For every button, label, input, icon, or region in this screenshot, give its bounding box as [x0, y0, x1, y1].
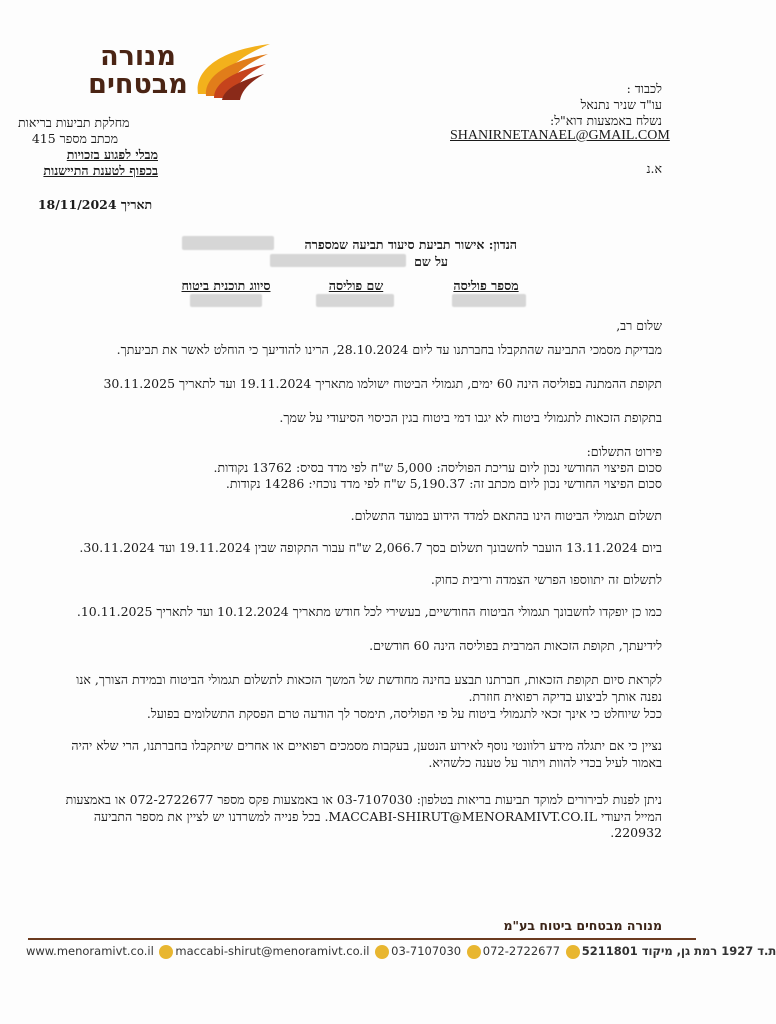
letter-date — [30, 196, 160, 213]
paragraph-interest: לתשלום זה יתווספו הפרשי הצמדה וריבית כחוק. — [430, 572, 662, 587]
paragraph-payment-transferred: ביום 13.11.2024 הועבר לחשבונך תשלום בסך 2,066.7 ש"ח עבור התקופה שבין 19.11.2024 ועד 30.11.2024. — [79, 540, 662, 555]
redacted-policy-number — [452, 294, 526, 307]
footer-company-name: מנורה מבטחים ביטוח בע"מ — [503, 918, 662, 933]
date-value: 18/11/2024 — [37, 197, 117, 212]
fax-icon — [467, 945, 481, 959]
paragraph-approval: מבדיקת מסמכי התביעה שהתקבלו בחברתנו עד ליום 28.10.2024, הרינו להודיעך כי הוחלט לאשר את תביעתך. — [116, 342, 662, 357]
payment-details-line-1: סכום הפיצוי החודשי נכון ליום עריכת הפוליסה: 5,000 ש"ח לפי מדד בסיס: 13762 נקודות. — [213, 460, 662, 475]
header-policy-name: שם פוליסה — [328, 278, 384, 293]
paragraph-premium-exemption: בתקופת הזכאות לתגמולי ביטוח לא יגבו דמי ביטוח בגין הכיסוי הסיעודי על שמך. — [279, 410, 662, 425]
payment-details-line-2: סכום הפיצוי החודשי נכון ליום מכתב זה: 5,190.37 ש"ח לפי מדד נוכחי: 14286 נקודות. — [225, 476, 662, 491]
recipient-email[interactable]: SHANIRNETANAEL@GMAIL.COM — [450, 128, 670, 143]
company-logo — [86, 42, 276, 104]
redacted-insured-name — [270, 254, 406, 267]
footer-contact-bar — [26, 944, 776, 959]
logo-text-line1: מנורה — [100, 41, 176, 72]
footer-address: ת.ד 1927 רמת גן, מיקוד 5211801 — [581, 944, 776, 958]
footer-rule — [28, 938, 696, 940]
footer-phone: 03-7107030 — [391, 944, 462, 958]
paragraph-index-linkage: תשלום תגמולי הביטוח הינו בהתאם למדד הידוע במועד התשלום. — [350, 508, 662, 523]
redacted-policy-name — [316, 294, 394, 307]
paragraph-reservation: נציין כי אם יתגלה מידע רלוונטי נוסף לאירוע הנטען, בעקבות מסמכים רפואיים או אחרים שיתקבלו בחברתנו, הרי שלא יהיה באמור לעיל בכדי להוות ויתור על טענה כלשהיא. — [71, 738, 662, 770]
logo-swoosh-icon — [190, 42, 274, 102]
subject-text-2: על שם — [414, 254, 448, 269]
recipient-name: עו"ד שניר נתנאל — [580, 97, 662, 112]
without-prejudice-note: מבלי לפגוע בזכויות — [66, 147, 158, 162]
redacted-claim-number — [182, 236, 274, 250]
redacted-plan-type — [190, 294, 262, 307]
paragraph-contact: ניתן לפנות לבירורים למוקד תביעות בריאות בטלפון: 03-7107030 או באמצעות פקס מספר 072-2722677 או באמצעות המייל היעודי MACCABI-SHIRUT@MENORAMIVT.CO.IL. בכל פנייה למשרדנו יש לציין את מספר התביעה 220932. — [65, 792, 662, 840]
sent-via-email-label: נשלח באמצעות דוא"ל: — [549, 113, 662, 128]
subject-prefix: הנדון: — [488, 237, 517, 252]
address-icon — [566, 945, 580, 959]
payment-details-title: פירוט התשלום: — [586, 444, 662, 459]
email-icon — [159, 945, 173, 959]
date-label: תאריך — [120, 197, 153, 212]
greeting-abbreviation: א.נ — [646, 161, 662, 176]
footer-email[interactable]: maccabi-shirut@menoramivt.co.il — [175, 944, 370, 958]
header-policy-number: מספר פוליסה — [453, 278, 519, 293]
statute-limitations-note: בכפוף לטענת התיישנות — [43, 163, 158, 178]
logo-text-line2: מבטחים — [88, 69, 188, 100]
footer-fax: 072-2722677 — [482, 944, 561, 958]
letter-number: מכתב מספר 415 — [31, 131, 118, 146]
paragraph-monthly-deposits: כמו כן יופקדו לחשבונך תגמולי הביטוח החודשיים, בעשירי לכל חודש מתאריך 10.12.2024 ועד לתאריך 10.11.2025. — [76, 604, 662, 619]
recipient-to-label: לכבוד : — [626, 81, 662, 96]
department-label: מחלקת תביעות בריאות — [18, 115, 130, 130]
paragraph-max-period: לידיעתך, תקופת הזכאות המרבית בפוליסה הינה 60 חודשים. — [369, 638, 662, 653]
salutation: שלום רב, — [616, 318, 662, 333]
subject-text-1: אישור תביעת סיעוד תביעה שמספרה — [304, 237, 485, 252]
footer-website[interactable]: www.menoramivt.co.il — [26, 944, 154, 958]
phone-icon — [375, 945, 389, 959]
paragraph-termination-notice: ככל שיוחלט כי אינך זכאי לתגמולי ביטוח על פי הפוליסה, תימסר לך הודעה טרם הפסקת התשלומים בפועל. — [146, 706, 662, 721]
paragraph-waiting-period: תקופת ההמתנה בפוליסה הינה 60 ימים, תגמולי הביטוח ישולמו מתאריך 19.11.2024 ועד לתאריך 30.11.2025 — [103, 376, 662, 391]
paragraph-reassessment: לקראת סיום תקופת הזכאות, חברתנו תבצע בחינה מחודשת של המשך הזכאות לתשלום תגמולי הביטוח ובמידת הצורך, אנו נפנה אותך לביצוע בדיקה רפואית חוזרת. — [76, 672, 662, 704]
header-plan-type: סיווג תוכנית ביטוח — [181, 278, 271, 293]
